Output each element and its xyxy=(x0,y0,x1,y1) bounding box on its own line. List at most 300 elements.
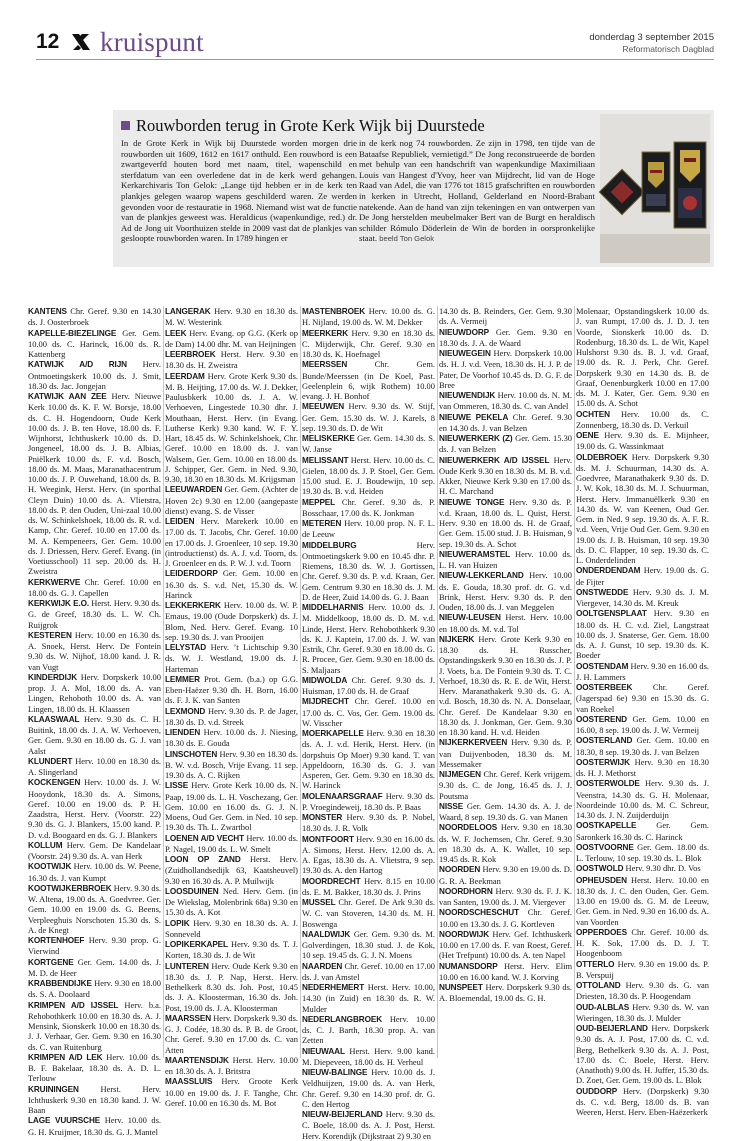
service-details: Herv. 9.30 ds. G. van Driesten, 18.30 ds. P. Hoogendam xyxy=(576,980,709,1002)
place-name: NIEUW-BEIJERLAND xyxy=(302,1110,383,1119)
place-name: NUNSPEET xyxy=(439,983,483,992)
place-name: KERKWIJK E.O. xyxy=(28,599,90,608)
listing-entry xyxy=(439,907,572,929)
listing-entry xyxy=(165,1013,298,1055)
service-details: Herst. Herv. 9.30 ds. G. de Greef, 18.30 ds. L. W. Ch. Ruijgrok xyxy=(28,598,161,630)
place-name: METEREN xyxy=(302,519,342,528)
listing-entry xyxy=(302,897,435,929)
listing-entry xyxy=(576,757,709,779)
service-details: Ger. Gem. 10.00 en 16.30 ds. S. v.d. Net, 15.30 ds. W. Harinck xyxy=(165,568,298,600)
listing-entry xyxy=(302,982,435,1014)
listing-entry xyxy=(28,1052,161,1084)
column-divider xyxy=(163,306,164,1058)
listing-entry xyxy=(302,1014,435,1046)
service-details: Herv. Oude Kerk 9.30 en 18.30 ds. J. P. Nap, Herst. Herv. Bethelkerk 8.30 ds. Joh. Post, 10.45 ds. J. A. Kloosterman, 16.30 ds. Joh. Post, 19.00 ds. J. A. Kloosterman xyxy=(165,960,298,1013)
listing-entry xyxy=(302,1109,435,1141)
place-name: OOSTERBEEK xyxy=(576,683,633,692)
listing-entry xyxy=(439,306,572,327)
listing-entry xyxy=(165,674,298,706)
service-details: Herv. 9.30 dhr. D. Vos xyxy=(625,863,701,874)
listing-entry xyxy=(165,306,298,328)
place-name: NEDERHEMERT xyxy=(302,983,365,992)
place-name: NIEUWERKERK A/D IJSSEL xyxy=(439,455,550,465)
service-details: Herv. Dorpskerk 10.00 prop. J. A. Mol, 18.00 ds. A. van Lingen, Rehoboth 10.00 ds. A. van Lingen, 18.00 ds. H. Klaassen xyxy=(28,671,161,714)
place-name: LEERBROEK xyxy=(165,350,216,359)
place-name: LINSCHOTEN xyxy=(165,749,218,759)
service-details: Prot. Gem. (b.a.) op G.G. Eben-Haëzer 9.30 dh. H. Born, 16.00 ds. F. J. K. van Santen xyxy=(165,673,298,706)
place-name: LIENDEN xyxy=(165,728,201,737)
service-details: Herv. 9.30 ds. P. de Jager, 18.30 ds. D. v.d. Streek xyxy=(165,705,298,727)
listing-entry xyxy=(28,359,161,391)
listing-entry xyxy=(165,349,298,371)
feature-title xyxy=(121,116,485,136)
place-name: OENE xyxy=(576,431,599,440)
listing-column-1 xyxy=(28,306,162,1137)
service-details: Ger. Gem. 14.30 ds. A. J. de Waard, 8 sep. 19.30 ds. G. van Manen xyxy=(439,800,572,822)
place-name: LEIDERDORP xyxy=(165,569,218,579)
listing-entry xyxy=(28,978,161,1000)
service-details: Molenaar, Opstandingskerk 10.00 ds. J. van Rumpt, 17.00 ds. J. D. J. ten Voorde, Sionskerk 10.00 ds. D. Rodenburg, 18.30 ds. L. de Wit, Kapel Hulshorst 9.30 ds. B. J. v.d. Graaf, 19.00 ds. R. J. Perk, Chr. Geref. Dorpskerk 9.30 en 14.30 ds. B. de Graaf, Oenenburgkerk 10.00 en 17.00 ds. M. J. Kater, Ger. Gem. 9.30 en 15.00 ds. A. Schot xyxy=(576,306,709,409)
place-name: NIEUWE PEKELA xyxy=(439,412,509,422)
listing-entry xyxy=(439,769,572,801)
listing-entry xyxy=(439,433,572,455)
service-details: Herv. 9.30 en 18.00 ds. S. A. Doolaard xyxy=(28,978,161,1000)
place-name: LEKKERKERK xyxy=(165,601,221,610)
service-details: Ger. Gem. 9.30 en 18.30 ds. J. A. de Waard xyxy=(439,326,573,348)
place-name: MAARSSEN xyxy=(165,1013,212,1023)
listing-entry xyxy=(439,886,572,908)
service-details: Herv. Gef. Ichthuskerk 10.00 en 17.00 ds. F. van Roest, Geref. (Het Trefpunt) 10.00 ds. A. ten Napel xyxy=(439,928,572,961)
place-name: KANTENS xyxy=(28,307,67,316)
listing-entry xyxy=(439,634,572,738)
place-name: OOSTVOORNE xyxy=(576,842,634,852)
listing-entry xyxy=(302,675,435,697)
place-name: OUD-BEIJERLAND xyxy=(576,1024,648,1033)
service-details: Herv. 9.30 ds. T. J. Korten, 18.30 ds. J. de Wit xyxy=(165,939,298,961)
place-name: NIEUWERAMSTEL xyxy=(439,549,511,559)
feature-column-1: In de Grote Kerk in Wijk bij Duurstede worden morgen drie rouwborden uit 1609, 1612 en 1617 onthuld. Een rouwbord is een zwartgeverfd houten bord met naam, titel, wapenschild en sterfdatum van een overledene dat in de kerk werd gehangen. Kerkarchivaris Ton Gelok: „Lange tijd hebben er in de kerk ten plankjes gelegen waarop wapens geschilderd waren. Ze werden gevonden voor de restauratie in 1968. Niemand wist wat de functie van de plankjes geweest was. Heraldicus (wapenkundige, red.) dr. Ad de Jong uit Voorthuizen stelde in 2009 vast dat de plankjes van gesloopte rouwborden waren. In 1789 hingen er xyxy=(121,138,357,244)
service-details: Herst. Herv. Elim 10.00 en 16.00 kand. W. J. Korving xyxy=(439,960,573,982)
service-details: Herv. 9.30 ds. W. Altena, 19.00 ds. A. Goedvree. Ger. Gem. 10.00 en 19.00 ds. G. Beens, Verpleeghuis Norschoten 15.30 ds. S. A. de Knegt xyxy=(28,882,162,935)
service-details: Herst. Herv. 10.00 en 18.30 ds. J. C. den Ouden, Ger. Gem. 13.00 en 19.00 ds. G. M. de Leeuw, Ger. Gem. in Ned. 9.30 en 16.00 ds. A. van Voorden xyxy=(576,874,710,927)
listing-entry xyxy=(439,864,572,886)
place-name: NIEUW-BALINGE xyxy=(302,1068,368,1077)
listing-entry xyxy=(28,1084,161,1116)
column-divider xyxy=(437,306,438,1058)
feature-column-2-text: in de kerk nog 74 rouwborden. Ze zijn in 1798, ten tijde van de Bataafse Republiek, vernietigd.” De Jong reconstrueerde de borden met behulp van een handschrift van wapenkundige Maximiliaan Louis van Hangest d'Yvoy, heer van Mijdrecht, lid van de Hoge Raad van Adel, die van 1776 tot 1815 grafschriften en rouwborden in kerken in Utrecht, Holland, Gelderland en Noord-Brabant natekende. Aan de hand van zijn tekeningen en van ontwerpen van De Jong herstelden meubelmaker Bert van de Burgt en heraldisch schilder Rómulo Döderlein de Win de borden in oorspronkelijke staat. xyxy=(359,138,595,244)
service-details: Herv. Ontmoetingskerk 9.00 en 10.45 dhr. P. Riemens, 18.30 ds. W. J. Gortissen, Chr. Geref. 9.30 ds. P. v.d. Kraan, Ger. Gem. Centrum 9.30 en 18.30 ds. J. M. D. de Heer, Zuid 14.00 ds. G. J. Baan xyxy=(302,539,435,602)
service-details: Herv. 10.00 ds. P. Nagel, 19.00 ds. L. W. Smelt xyxy=(165,832,298,854)
listing-entry xyxy=(576,714,709,736)
service-details: Herv. 9.30 en 18.30 ds. B. W. v.d. Bosch, Vrije Evang. 11 sep. 19.30 ds. A. C. Rijken xyxy=(165,748,298,780)
place-name: OOSTEREND xyxy=(576,714,627,724)
listing-entry xyxy=(576,927,709,959)
place-name: OPPERDOES xyxy=(576,927,627,937)
service-details: Herv. 9.30 ds. C. Boele, 18.00 ds. A. J. Post, Herst. Herv. Korendijk (Dijkstraat 2) 9.30 en xyxy=(302,1109,435,1141)
service-details: Herv. 9.30 en 18.00 ds. H. C. v.d. Ziel, Langstraat 10.00 ds. J. Snaterse, Ger. Gem. 18.00 ds. A. J. Gunst, 10 sep. 19.30 ds. K. Boeder xyxy=(576,608,709,661)
column-divider xyxy=(300,306,301,1058)
place-name: NOORDWIJK xyxy=(439,929,490,939)
photo-credit: beeld Ton Gelok xyxy=(379,234,435,244)
service-details: Ger. Gem. 10.00 ds. C. Harinck, 16.00 ds. R. Kattenberg xyxy=(28,327,161,359)
listing-entry xyxy=(439,822,572,864)
service-details: Herv. Oude Kerk 9.30 en 18.30 ds. M. B. v.d. Akker, Nieuwe Kerk 9.30 en 17.00 ds. H. C. Marchand xyxy=(439,454,572,497)
feature-column-2 xyxy=(359,138,595,245)
place-name: NIEUWEGEIN xyxy=(439,349,491,358)
place-name: KRABBENDIJKE xyxy=(28,979,92,988)
place-name: LOPIK xyxy=(165,918,190,928)
service-details: Herv. 10.00 ds. J. Veldhuijzen, 19.00 ds. A. van Herk, Chr. Geref. 9.30 en 14.30 prof. dr. G. C. den Hertog xyxy=(302,1067,435,1109)
listing-entry xyxy=(28,391,161,577)
service-details: Ger. Gem. 10.00 en 18.30, 8 sep. 19.30 ds. J. van Belzen xyxy=(576,735,710,757)
service-details: Herv. b.a. Rehobothkerk 10.00 en 18.30 ds. A. J. Mensink, Sionskerk 10.00 en 18.30 ds. J. J. Verhaar, Ger. Gem. 9.30 en 16.30 ds. C. van Ruitenburg xyxy=(28,999,162,1052)
page-header xyxy=(28,27,714,58)
square-bullet-icon xyxy=(121,121,130,130)
service-details: Herv. 10.00 ds. J. M. Middelkoop, 18.00 ds. D. M. v.d. Linde, Herst. Herv. Rehobothkerk 9.30 ds. K. J. Kaptein, 17.00 ds. J. W. van Estrik, Chr. Geref. 9.30 en 18.00 ds. G. R. Procee, Ger. Gem. 9.30 en 18.00 ds. S. Maljaars xyxy=(302,602,435,675)
service-details: Chr. Geref. 9.30 ds. P. Bosschaar, 17.00 ds. K. Jonkman xyxy=(302,496,435,518)
service-details: Herv. 9.30 ds. P. Nobel, 18.30 ds. J. R. Volk xyxy=(302,812,436,834)
listing-entry xyxy=(302,518,435,540)
place-name: OTTERLO xyxy=(576,959,615,969)
service-details: Herv. 9.30 ds. F. J. K. van Santen, 19.00 ds. J. M. Viergever xyxy=(439,885,572,907)
place-name: OPHEUSDEN xyxy=(576,875,627,885)
listing-entry xyxy=(165,780,298,832)
listing-entry xyxy=(302,812,435,834)
service-details: 14.30 ds. B. Reinders, Ger. Gem. 9.30 ds. A. Vermeij xyxy=(439,306,572,327)
listing-entry xyxy=(576,1086,709,1118)
place-name: MIJDRECHT xyxy=(302,697,349,707)
service-details: Chr. Geref. 9.30 en 14.30 ds. J. Oosterbroek xyxy=(28,306,161,328)
listing-entry xyxy=(576,409,709,431)
service-details: Ger. Gem. 15.30 ds. J. van Belzen xyxy=(439,433,573,455)
listing-entry xyxy=(302,834,435,876)
service-details: Herv. 10.00 ds. G. H. Nijland, 19.00 ds. W. M. Dekker xyxy=(302,306,435,328)
feature-article xyxy=(113,110,714,267)
listing-entry xyxy=(302,876,435,898)
listing-entry xyxy=(576,820,709,842)
listing-entry xyxy=(439,412,572,434)
place-name: OUDDORP xyxy=(576,1086,618,1096)
service-details: Herv. Dorpskerk 9.30 ds. A. J. Post, 17.00 ds. C. v.d. Berg, Bethelkerk 9.30 ds. A. J. Post, 17.00 ds. C. Boele, Herst. Herv. (Anathoth) 9.00 ds. H. Juffer, 15.30 ds. D. Zoet, Ger. Gem. 19.00 ds. L. Blok xyxy=(576,1023,710,1086)
service-details: Herv. Grote Kerk 9.30 ds. M. B. Heijting, 17.00 ds. W. J. Dekker, Paulusbkerk 10.00 ds. J. A. W. Verhoeven, Lingestede 10.30 dhr. J. Mouthaan, Herst. Herv. (in Evang. Lutherse Kerk) 9.30 kand. W. F. Y. Hart, 18.45 ds. W. Schinkelshoek, Chr. Geref. 10.00 en 18.00 ds. J. van Walsem, Ger. Gem. 10.00 en 18.00 ds. J. Schipper, Ger. Gem. in Ned. 9.30, 9.30, 18.30 en 18.30 ds. M. Krijgsman xyxy=(165,370,299,484)
service-details: Herv. 9.30 en 18.30 ds. H. J. Methorst xyxy=(576,756,709,778)
place-name: NOORDEN xyxy=(439,865,481,875)
place-name: LELYSTAD xyxy=(165,643,207,652)
place-name: OOSTERWIJK xyxy=(576,757,630,767)
listing-entry xyxy=(165,749,298,781)
listing-entry xyxy=(28,777,161,840)
place-name: MAASSLUIS xyxy=(165,1077,213,1087)
listing-entry xyxy=(576,1002,709,1024)
service-details: Herv. 9.30 en 16.00 ds. A. Simons, Herst. Herv. 12.00 ds. A. A. Egas, 18.30 ds. A. Vlietstra, 9 sep. 19.30 ds. A. den Hartog xyxy=(302,833,435,876)
place-name: NIEUWERKERK (Z) xyxy=(439,434,513,443)
place-name: OOSTENDAM xyxy=(576,661,629,671)
service-details: Herv. Dorpskerk 9.30 ds. M. J. Schuurman, 14.30 ds. A. Goedvree, Maranathakerk 9.30 ds. D. J. W. Kok, 18.30 ds. M. J. Schuurman, Herst. Herv. Immanuëlkerk 9.30 en 14.30 ds. W. van Keenen, Oud Ger. Gem. in Ned. 9 sep. 19.30 ds. A. F. R. v.d. Veen, Vrije Oud Ger. Gem. 9.30 en 19.00 ds. J. B. Huisman, 10 sep. 19.30 ds. D. C. Flapper, 10 sep. 19.30 ds. C. L. Onderdelinden xyxy=(576,451,710,565)
service-details: Herv. 10.00 ds. C. J. Barth, 18.30 prop. A. van Zetten xyxy=(302,1013,435,1046)
place-name: MIDDELBURG xyxy=(302,540,357,550)
listing-column-3 xyxy=(302,306,436,1141)
listing-entry xyxy=(439,929,572,961)
service-details: Herv. Groote Kerk 10.00 en 19.00 ds. J. F. Tanghe, Chr. Geref. 10.00 en 16.30 ds. M. Bot xyxy=(165,1076,298,1108)
service-details: Herv. 9.30 en 18.30 ds. M. W. Westerink xyxy=(165,306,298,328)
place-name: NOORDHORN xyxy=(439,886,493,896)
listing-entry xyxy=(302,929,435,961)
place-name: LEEUWARDEN xyxy=(165,485,223,495)
listing-entry xyxy=(439,961,572,983)
service-details: Herv. Grote Kerk 10.00 ds. N. Paap, 19.00 ds. L. H. Voschezang, Ger. Gem. 10.00 en 16.00 ds. G. J. N. Moens, Oud Ger. Gem. in Ned. 10 sep. 19.30 ds. Th. L. Zwartbol xyxy=(165,780,298,833)
listing-entry xyxy=(439,982,572,1004)
listing-entry xyxy=(28,577,161,599)
listing-entry xyxy=(28,598,161,630)
place-name: NIEUWAAL xyxy=(302,1046,345,1056)
place-name: OOSTERLAND xyxy=(576,736,633,746)
listing-entry xyxy=(28,756,161,778)
place-name: NIEUWDORP xyxy=(439,327,490,337)
listing-entry xyxy=(302,401,435,433)
listing-entry xyxy=(576,778,709,820)
place-name: LEEK xyxy=(165,328,187,338)
service-details: Herst. Herv. 9.00 kand. M. Diepeveen, 18.00 ds. H. Verheul xyxy=(302,1045,436,1067)
listing-entry xyxy=(165,706,298,728)
listing-entry xyxy=(576,452,709,566)
listing-entry xyxy=(302,791,435,813)
place-name: LEIDEN xyxy=(165,517,195,526)
page-number: 12 xyxy=(36,30,60,53)
service-details: Herv. Gem. De Kandelaar (Voorstr. 24) 9.30 ds. A. van Herk xyxy=(28,839,161,861)
service-details: Herst. Herv. 10.00, 14.30 (in Zuid) en 18.30 ds. R. W. Mulder xyxy=(302,982,435,1014)
service-details: Herv. Dorpskerk 10.00 ds. H. J. v.d. Veen, 18.30 ds. H. J. P. de Pater, De Voorhof 10.45 ds. D. G. F. de Bree xyxy=(439,348,573,390)
service-details: Herv. 9.30 ds. W. Stijf, Ger. Gem. 15.30 ds. W. J. Karels, 8 sep. 19.30 ds. D. de Wit xyxy=(302,401,435,433)
service-details: Chr. Geref. 10.00 ds. H. K. Sok, 17.00 ds. D. J. T. Hoogenboom xyxy=(576,926,709,959)
listing-entry xyxy=(28,1000,161,1052)
listing-entry xyxy=(576,735,709,757)
listing-entry xyxy=(28,328,161,360)
listing-entry xyxy=(302,1046,435,1068)
place-name: KORTGENE xyxy=(28,957,74,967)
listing-entry xyxy=(28,935,161,957)
listing-entry xyxy=(576,682,709,714)
service-details: Herv. (Dorpskerk) 9.30 ds. C. v.d. Berg, 18.00 ds. B. van Weeren, Herst. Herv. Eben-Haëzerkerk xyxy=(576,1085,710,1117)
listing-entry xyxy=(165,642,298,674)
service-details: Herst. Herv. 9.30 en 18.30 ds. H. Zweistra xyxy=(165,349,298,371)
newspaper-name: Reformatorisch Dagblad xyxy=(622,44,714,54)
place-name: KOLLUM xyxy=(28,840,63,850)
service-details: Herst. Herv. (Zuidhollandsedijk 63, Kaatsheuvel) 9.30 en 16.30 ds. A. P. Muilwijk xyxy=(165,854,298,886)
service-details: Herv. 10.00 ds. E. Gouda, 18.30 prof. dr. G. v.d. Brink, Herst. Herv. 9.30 ds. P. den Ouden, 18.00 ds. J. van Meggelen xyxy=(439,570,572,612)
place-name: LEXMOND xyxy=(165,706,206,716)
place-name: MEERSSEN xyxy=(302,360,348,370)
place-name: MEEUWEN xyxy=(302,402,345,412)
listing-entry xyxy=(165,854,298,886)
listing-entry xyxy=(302,961,435,983)
place-name: KRIMPEN A/D IJSSEL xyxy=(28,1000,119,1010)
place-name: KAPELLE-BIEZELINGE xyxy=(28,328,117,338)
place-name: KATWIJK A/D RIJN xyxy=(28,360,127,370)
place-name: MONTFOORT xyxy=(302,834,354,844)
listing-entry xyxy=(576,587,709,609)
place-name: MEERKERK xyxy=(302,328,349,338)
place-name: ONSTWEDDE xyxy=(576,587,629,597)
place-name: KOOTWIJKERBROEK xyxy=(28,883,112,893)
place-name: MEPPEL xyxy=(302,497,336,507)
place-name: NUMANSDORP xyxy=(439,961,498,971)
place-name: NIJKERK xyxy=(439,634,475,644)
place-name: NIEUWENDIJK xyxy=(439,391,496,400)
service-details: Herv. 9.30 ds. E. Mijnheer, 19.00 ds. G. Wassinkmaat xyxy=(576,430,709,452)
service-details: Herv. Grote Kerk 9.30 en 18.30 ds. H. Russcher, Opstandingskerk 9.30 en 18.30 ds. J. P. J. Voets, b.a. De Fontein 9.30 ds. T. C. Verhoef, 18.30 ds. R. E. de Wit, Herst. Herv. Maranathakerk 9.30 ds. G. A. v.d. Bosch, 18.30 ds. N. A. Donselaar, Chr. Geref. De Kandelaar 9.30 en 18.30 ds. J. Jonkman, Ger. Gem. 9.30 en 18.30 kand. H. v.d. Heiden xyxy=(439,633,572,737)
listing-entry xyxy=(302,433,435,455)
listing-entry xyxy=(302,728,435,791)
listing-entry xyxy=(576,959,709,981)
place-name: OLDEBROEK xyxy=(576,452,628,462)
service-details: Herv. Evang. op G.G. (Kerk op de Dam) 14.00 dhr. M. van Heijningen xyxy=(165,327,298,349)
listing-entry xyxy=(28,1115,161,1137)
service-details: Herv. 10.00 ds. N. M. van Ommeren, 18.30 ds. C. van Andel xyxy=(439,390,572,412)
place-name: LISSE xyxy=(165,781,189,791)
listing-entry xyxy=(302,306,435,328)
service-details: Chr. Geref. 9.30 ds. J. Huisman, 17.00 ds. H. de Graaf xyxy=(302,674,435,696)
service-details: Herv. 10.00 prop. N. F. L. de Leeuw xyxy=(302,518,435,540)
column-divider xyxy=(574,306,575,1058)
place-name: OCHTEN xyxy=(576,409,610,419)
listing-entry xyxy=(165,886,298,918)
listing-entry xyxy=(439,497,572,549)
service-details: Herv. 10.00 en 18.30 ds. A. Slingerland xyxy=(28,755,161,777)
header-rule xyxy=(36,59,714,60)
listing-entry xyxy=(576,661,709,683)
listing-entry xyxy=(28,306,161,328)
service-details: Herv. Dorpskerk 9.30 ds. G. J. Codée, 18.30 ds. P. B. de Groot, Chr. Geref. 9.30 en 17.00 ds. C. van Atten xyxy=(165,1012,299,1055)
listing-entry xyxy=(28,861,161,883)
listing-entry xyxy=(165,484,298,516)
listing-entry xyxy=(439,327,572,349)
service-details: Herv. 9.30 en 18.30 ds. A. J. Sonneveld xyxy=(165,917,298,939)
service-details: Herv. 9.30 en 19.00 ds. P. B. Verspuij xyxy=(576,958,710,980)
listing-entry xyxy=(28,883,161,935)
service-details: Ned. Herv. Gem. (in De Wiekslag, Molenbrink 68a) 9.30 en 15.30 ds. A. Kot xyxy=(165,885,298,918)
place-name: OOSTERWOLDE xyxy=(576,779,640,789)
service-details: Chr. Geref. (Jagerspad 6e) 9.30 en 15.30 ds. G. van Roekel xyxy=(576,682,709,714)
listing-entry xyxy=(302,359,435,401)
place-name: LEERDAM xyxy=(165,371,205,381)
listing-entry xyxy=(165,961,298,1013)
service-details: Herv. 9.30 en 18.30 ds. A. J. v.d. Herik, Herst. Herv. (in dorpshuis Op Moer) 9.30 kand. T. van Appeldoorn, 16.30 ds. G. J. van Asperen, Ger. Gem. 9.30 en 18.30 ds. W. Harinck xyxy=(302,728,435,791)
place-name: LOOSDUINEN xyxy=(165,886,219,896)
listing-entry xyxy=(302,540,435,603)
service-details: Chr. Geref. De Ark 9.30 ds. W. C. van Stoveren, 14.30 ds. M. H. Boswenga xyxy=(302,897,436,929)
service-details: Herv. 10.00 ds. W. Peene, 16.30 ds. J. van Kumpt xyxy=(28,861,161,883)
listing-entry xyxy=(576,863,709,874)
place-name: KRIMPEN A/D LEK xyxy=(28,1052,103,1062)
place-name: KOCKENGEN xyxy=(28,778,81,788)
listing-entry xyxy=(302,696,435,728)
service-details: Herv. 9.30 ds. P. Vroegindeweij, 18.30 ds. P. Baas xyxy=(302,790,435,812)
listing-entry xyxy=(576,306,709,409)
place-name: NIEUWE TONGE xyxy=(439,497,505,507)
place-name: KERKWERVE xyxy=(28,577,81,587)
listing-entry xyxy=(576,608,709,660)
place-name: KOOTWIJK xyxy=(28,862,72,872)
listing-entry xyxy=(28,630,161,672)
issue-date: donderdag 3 september 2015 xyxy=(589,32,714,43)
listing-entry xyxy=(439,570,572,612)
place-name: LUNTEREN xyxy=(165,961,209,971)
place-name: KINDERDIJK xyxy=(28,672,78,682)
service-details: Herv. Nieuwe Kerk 10.00 ds. K. F. W. Borsje, 18.00 ds. C. H. Hogendoorn, Oude Kerk 10.00 ds. J. B. ten Hove, 18.00 ds. F. Wijnhorst, Ichthuskerk 10.00 ds. D. Jongeneel, 18.00 ds. J. B. Albias, Pniëlkerk 10.00 ds. F. v.d. Bosch, 18.00 ds. M. Maas, Maranathacentrum 10.00 ds. J. P. Ouwehand, 18.00 ds. B. H. Weegink, Herst. Herv. (in sporthal Cleyn Duin) 10.00 ds. A. Vlietstra, 18.00 ds. P. den Ouden, Uni-zaal 10.00 ds. W. Schinkelshoek, 18.00 ds. R. v.d. Kamp, Chr. Geref. 10.00 en 17.00 ds. M. A. Kempeneers, Ger. Gem. 10.00 ds. J. Driessen, Herv. Geref. Evang. (in Voetiusschool) 11 sep. 20.00 ds. H. Zweistra xyxy=(28,391,162,577)
listing-entry xyxy=(165,727,298,749)
service-details: Herv. Marekerk 10.00 en 17.00 ds. T. Jacobs, Chr. Geref. 10.00 en 17.00 ds. J. Groenleer, 10 sep. 19.30 (introductienst) ds. A. J. v.d. Toorn, ds. J. Groenleer en ds. P. W. J. v.d. Toorn xyxy=(165,516,299,568)
listing-entry xyxy=(165,516,298,568)
service-details: Chr. Geref. 10.00 en 13.30 ds. J. G. Kortleven xyxy=(439,907,572,929)
service-details: Chr. Geref. Kerk vrijgem. 9.30 ds. C. de Jong, 16.45 ds. J. J. Poutsma xyxy=(439,769,572,801)
place-name: LANGERAK xyxy=(165,307,211,316)
place-name: MELISKERKE xyxy=(302,434,355,443)
service-details: Chr. Gem. Bunde/Meerssen (in De Koel, Past. Geelenplein 6, wijk Rothem) 10.00 evang. J. H. Bonhof xyxy=(302,359,435,401)
place-name: KATWIJK AAN ZEE xyxy=(28,392,107,401)
place-name: NAALDWIJK xyxy=(302,929,351,939)
service-details: Ger. Gem. 18.00 ds. L. Terlouw, 10 sep. 19.30 ds. L. Blok xyxy=(576,841,709,863)
service-details: Herv. 10.00 ds. J. W. Hooydonk, 18.30 ds. A. Simons, Geref. 10.00 en 19.00 ds. P. H. Zaadstra, Herst. Herv. (Voorstr. 22) 9.30 ds. G. J. Blankers, 15.00 kand. P. D. v.d. Boogaard en ds. G. J. Blankers xyxy=(28,777,162,840)
listing-entry xyxy=(439,455,572,497)
place-name: ONDERDENDAM xyxy=(576,566,641,576)
service-details: Ger. Gem. 9.30 ds. M. Golverdingen, 18.30 stud. J. de Kok, 10 sep. 19.45 ds. G. J. N. Moens xyxy=(302,928,435,961)
service-details: Ger. Gem. (Achter de Hoven 2c) 9.30 en 12.00 (aangepaste dienst) evang. S. de Visser xyxy=(165,484,299,516)
place-name: MOERKAPELLE xyxy=(302,729,364,738)
listing-entry xyxy=(165,918,298,940)
service-details: Herv. 9.30 en 16.00 ds. J. H. Lammers xyxy=(576,660,709,682)
listing-entry xyxy=(439,390,572,412)
place-name: MIDDELHARNIS xyxy=(302,603,364,612)
service-details: Herv. 10.00 ds. G. H. Kruijmer, 18.30 ds. G. J. Mantel xyxy=(28,1115,162,1137)
place-name: KRUININGEN xyxy=(28,1084,79,1094)
place-name: MOORDRECHT xyxy=(302,876,361,886)
service-details: Ger. Gem. Saronkerk 16.30 ds. C. Harinck xyxy=(576,820,709,842)
service-details: Herv. 9.30 en 18.30 ds. C. Mijderwijk, Chr. Geref. 9.30 en 18.30 ds. K. Hoefnagel xyxy=(302,327,435,359)
listing-entry xyxy=(28,714,161,756)
service-details: Herst. Herv. Ichthuskerk 9.30 en 18.30 kand. J. W. Baan xyxy=(28,1083,161,1115)
place-name: LAGE VUURSCHE xyxy=(28,1116,101,1126)
place-name: MUSSEL xyxy=(302,898,336,907)
place-name: OOSTWOLD xyxy=(576,864,624,874)
cross-logo-icon xyxy=(70,31,92,53)
place-name: KORTENHOEF xyxy=(28,936,85,945)
listing-entry xyxy=(302,497,435,519)
listing-entry xyxy=(576,875,709,927)
place-name: OOSTKAPELLE xyxy=(576,821,637,831)
listing-entry xyxy=(576,430,709,452)
place-name: LOPIKERKAPEL xyxy=(165,940,228,949)
service-details: Herv. Ontmoetingskerk 10.00 ds. J. Smit, 18.30 ds. Jac. Jongejan xyxy=(28,359,161,391)
listing-entry xyxy=(165,600,298,642)
listing-entry xyxy=(439,612,572,634)
place-name: OTTOLAND xyxy=(576,981,621,990)
place-name: LOON OP ZAND xyxy=(165,855,241,864)
place-name: MAARTENSDIJK xyxy=(165,1055,229,1065)
service-details: Ger. Gem. 14.30 ds. S. W. Janse xyxy=(302,433,435,455)
mourning-boards-photo xyxy=(600,114,710,263)
service-details: Herst. Herv. 10.00 en 18.30 ds. A. J. Britstra xyxy=(165,1054,298,1076)
place-name: NISSE xyxy=(439,801,464,811)
service-details: Herv. 9.30 ds. J. M. Viergever, 14.30 ds. M. Kreuk xyxy=(576,586,710,608)
service-details: Herv. 19.00 ds. G. de Fijter xyxy=(576,565,709,587)
listing-entry xyxy=(576,980,709,1002)
listing-column-4 xyxy=(439,306,572,1064)
service-details: Chr. Geref. 10.00 en 18.00 ds. G. J. Capellen xyxy=(28,576,161,598)
listing-entry xyxy=(439,801,572,823)
listing-column-5 xyxy=(576,306,710,1117)
listing-entry xyxy=(28,840,161,862)
listing-entry xyxy=(165,939,298,961)
